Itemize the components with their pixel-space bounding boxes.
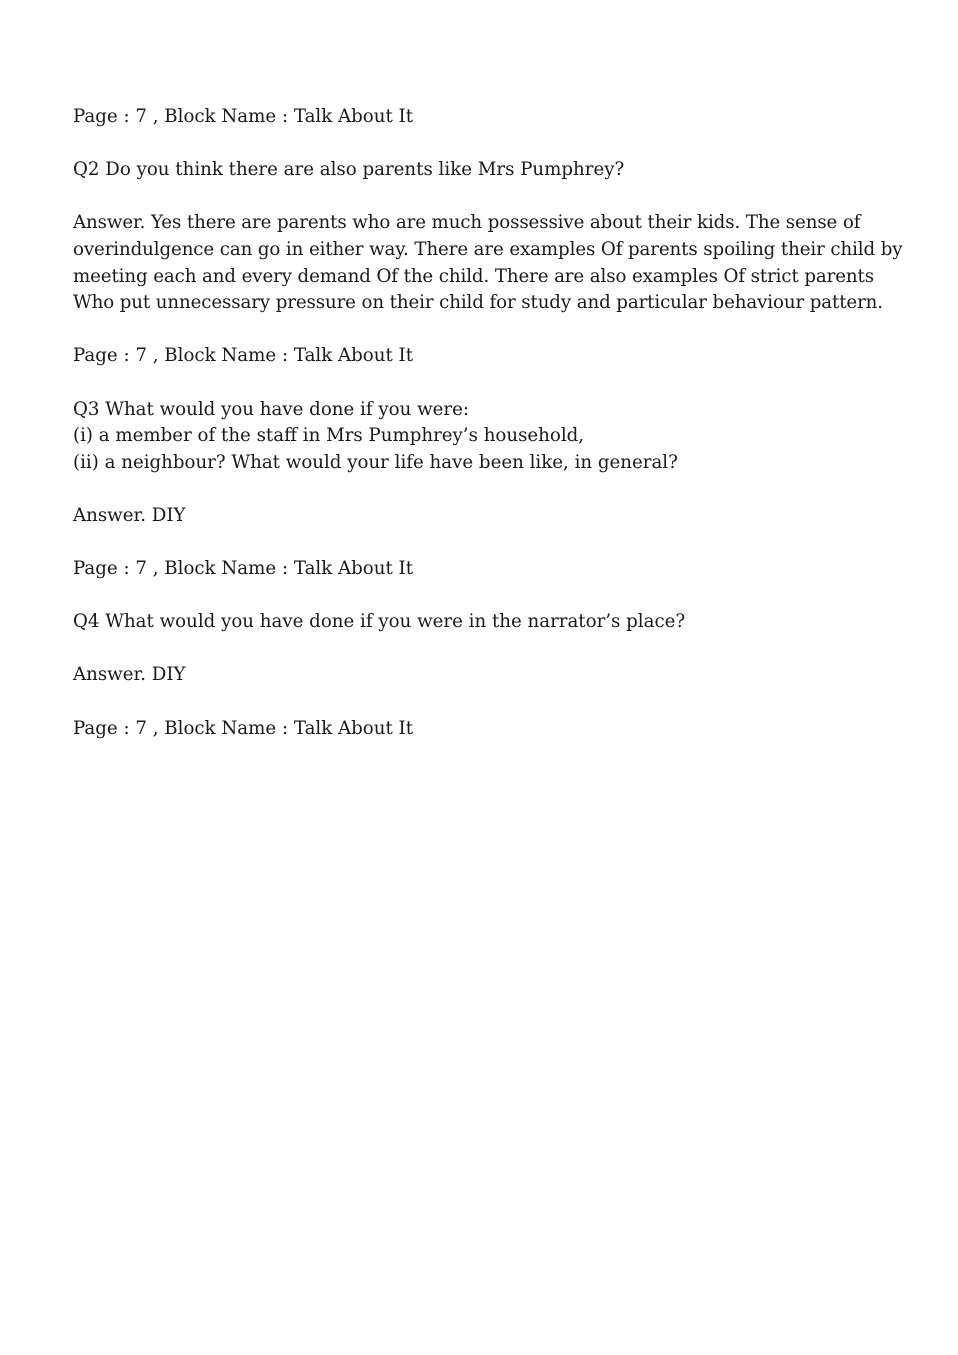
block-header: Page : 7 , Block Name : Talk About It [73, 106, 414, 127]
block-header: Page : 7 , Block Name : Talk About It [73, 558, 414, 580]
answer-q3: Answer. DIY [73, 504, 186, 526]
question-q3 [73, 397, 913, 477]
question-q4 [73, 609, 913, 636]
block-header: Page : 7 , Block Name : Talk About It [73, 345, 414, 367]
question-line: Q2 Do you think there are also parents like Mrs Pumphrey? [73, 159, 625, 181]
question-line: (i) a member of the staff in Mrs Pumphrey’s household, [73, 425, 585, 447]
question-line: (ii) a neighbour? What would your life have been like, in general? [73, 451, 678, 473]
block-header: Page : 7 , Block Name : Talk About It [73, 717, 414, 739]
question-q2 [73, 157, 913, 184]
question-line: Q4 What would you have done if you were in the narrator’s place? [73, 611, 686, 633]
question-line: Q3 What would you have done if you were: [73, 398, 469, 420]
answer-q4: Answer. DIY [73, 664, 186, 686]
document-page [73, 104, 913, 769]
answer-q2: Answer. Yes there are parents who are much possessive about their kids. The sense of overindulgence can go in either way. There are examples Of parents spoiling their child by meeting each and every demand Of the child. There are also examples Of strict parents Who put unnecessary pressure on their child for study and particular behaviour pattern. [73, 212, 903, 314]
